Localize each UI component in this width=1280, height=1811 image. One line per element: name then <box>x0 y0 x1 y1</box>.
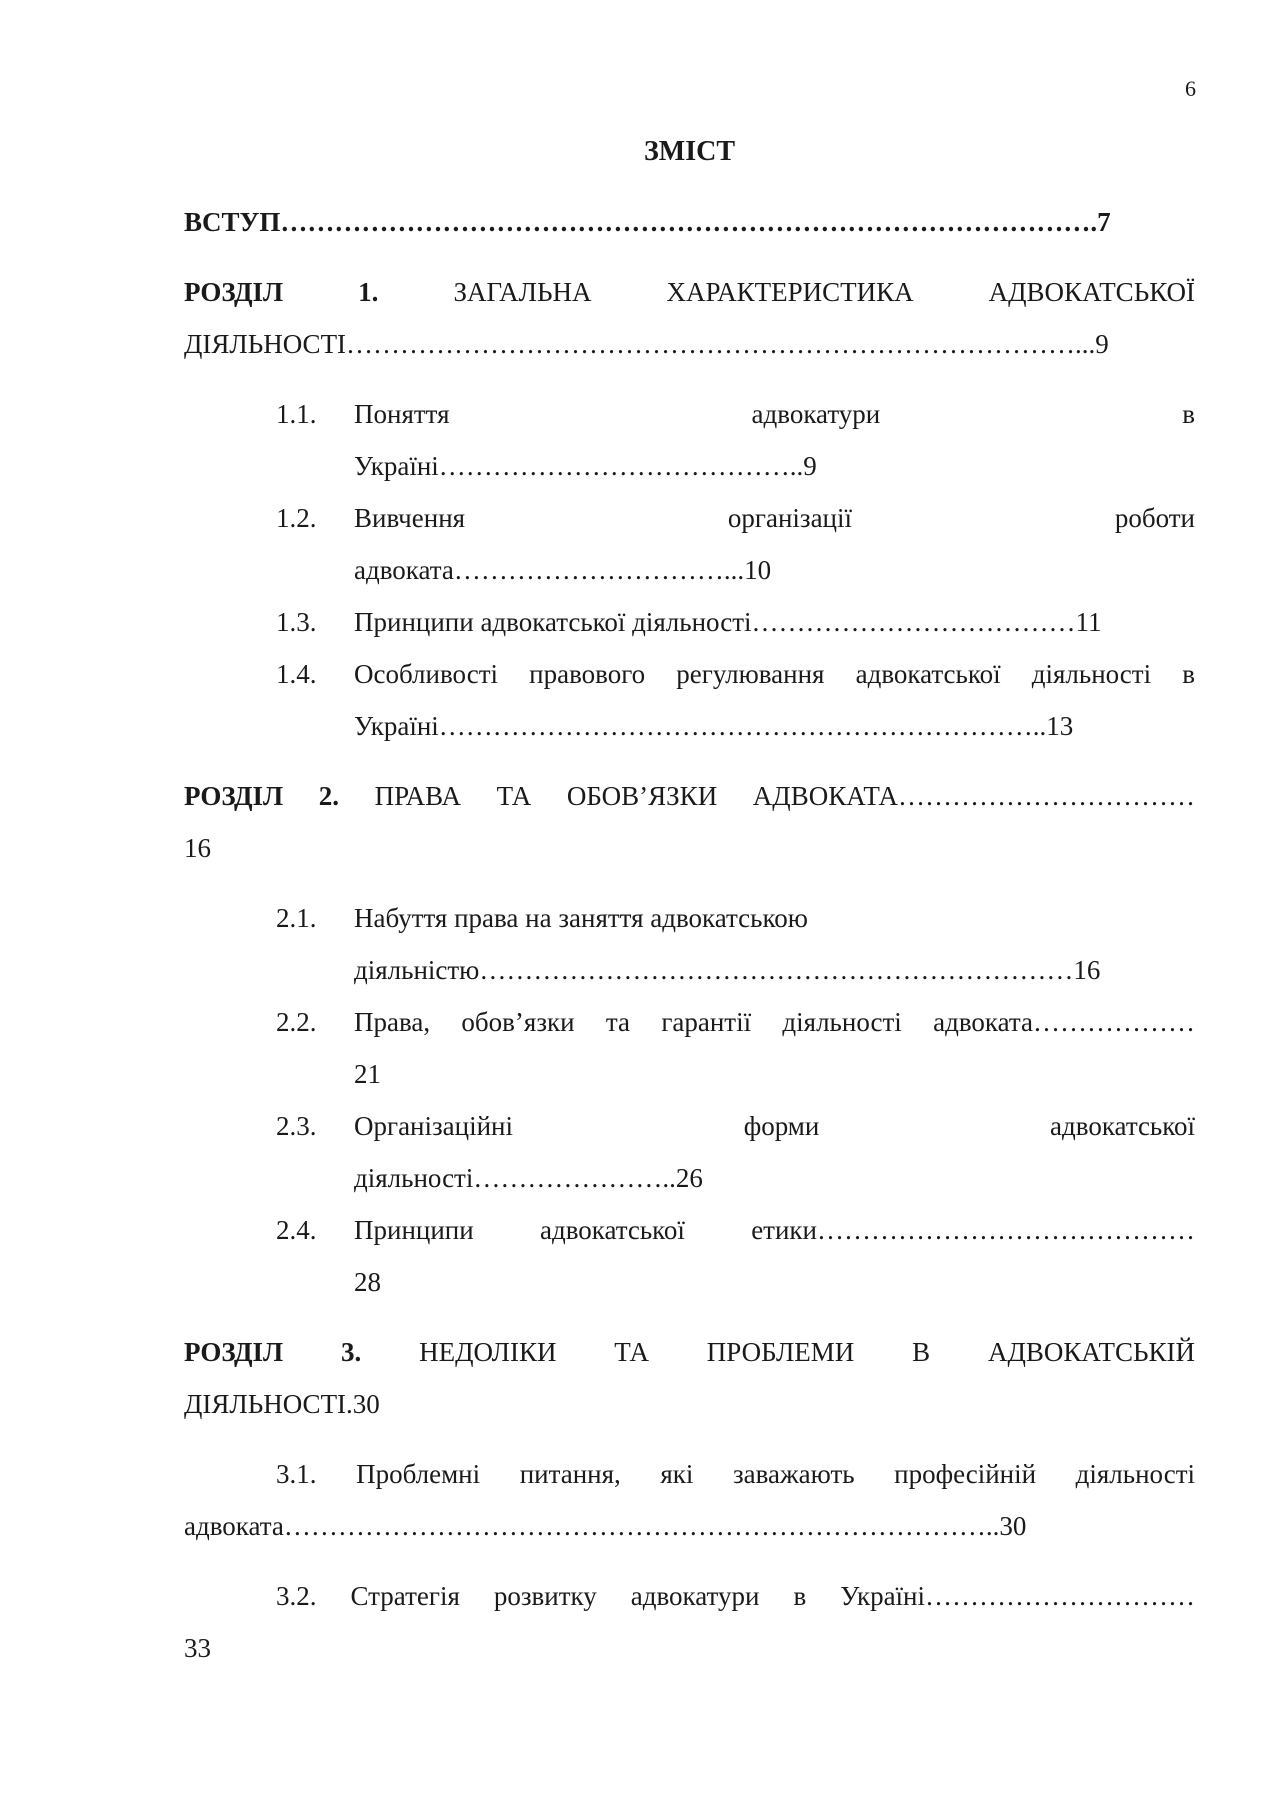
section-2-title: ПРАВА ТА ОБОВ’ЯЗКИ АДВОКАТА…………………………… <box>374 781 1196 811</box>
item-1-3-title: Принципи адвокатської діяльності………………………………11 <box>354 607 1102 637</box>
item-1-3-number: 1.3. <box>276 607 317 637</box>
item-2-1-title: Набуття права на заняття адвокатською <box>354 903 808 933</box>
item-2-4-title: Принципи адвокатської етики…………………………………… <box>354 1215 1195 1245</box>
item-1-4-number: 1.4. <box>276 659 317 689</box>
toc-entry-intro <box>184 196 1195 248</box>
toc-intro-label: ВСТУП <box>184 207 281 237</box>
item-1-1-title: Поняття адвокатури в <box>354 399 1195 429</box>
toc-section-3 <box>184 1326 1195 1378</box>
item-2-3-number: 2.3. <box>276 1111 317 1141</box>
item-2-2-title-cont: 21 <box>354 1059 381 1089</box>
item-3-1-number: 3.1. <box>276 1459 317 1489</box>
item-3-2-title-cont: 33 <box>184 1633 211 1663</box>
item-3-1-title: Проблемні питання, які заважають професійній діяльності <box>356 1459 1195 1489</box>
section-2-label: РОЗДІЛ 2. <box>184 781 339 811</box>
item-2-2-number: 2.2. <box>276 1007 317 1037</box>
item-3-2 <box>276 1570 1195 1622</box>
item-1-1-title-cont: Україні…………………………………..9 <box>354 451 817 481</box>
section-1-title: ЗАГАЛЬНА ХАРАКТЕРИСТИКА АДВОКАТСЬКОЇ <box>453 277 1196 307</box>
toc-intro-page: 7 <box>1097 207 1111 237</box>
item-1-2-title-cont: адвоката…………………………...10 <box>354 555 772 585</box>
item-2-3-title-cont: діяльності…………………..26 <box>354 1163 703 1193</box>
section-3-title: НЕДОЛІКИ ТА ПРОБЛЕМИ В АДВОКАТСЬКІЙ <box>419 1337 1196 1367</box>
item-1-2-title: Вивчення організації роботи <box>354 503 1195 533</box>
item-3-2-number: 3.2. <box>276 1581 317 1611</box>
item-2-4-number: 2.4. <box>276 1215 317 1245</box>
item-2-2-title: Права, обов’язки та гарантії діяльності адвоката……………… <box>354 1007 1195 1037</box>
item-2-3-title: Організаційні форми адвокатської <box>354 1111 1195 1141</box>
item-1-4-title-cont: Україні…………………………………………………………..13 <box>354 711 1074 741</box>
item-1-4-title: Особливості правового регулювання адвокатської діяльності в <box>354 659 1195 689</box>
toc-section-1 <box>184 266 1195 318</box>
toc-section-2 <box>184 770 1195 822</box>
item-3-1 <box>276 1448 1195 1500</box>
page-number: 6 <box>1185 76 1196 101</box>
item-2-1-number: 2.1. <box>276 903 317 933</box>
item-3-2-title: Стратегія розвитку адвокатури в Україні………………………… <box>350 1581 1196 1611</box>
section-2-title-cont: 16 <box>184 833 211 863</box>
item-1-1-number: 1.1. <box>276 399 317 429</box>
section-3-title-cont: ДІЯЛЬНОСТІ.30 <box>184 1389 380 1419</box>
item-2-1-title-cont: діяльністю…………………………………………………………16 <box>354 955 1101 985</box>
section-1-title-cont: ДІЯЛЬНОСТІ………………………………………………………………………...9 <box>184 329 1109 359</box>
item-1-2-number: 1.2. <box>276 503 317 533</box>
item-3-1-title-cont: адвоката……………………………………………………………………..30 <box>184 1511 1027 1541</box>
toc-intro-dots: ………………………………………………………………………………. <box>280 207 1098 237</box>
item-2-4-title-cont: 28 <box>354 1267 381 1297</box>
section-1-label: РОЗДІЛ 1. <box>184 277 379 307</box>
page-title: ЗМІСТ <box>644 136 735 167</box>
section-3-label: РОЗДІЛ 3. <box>184 1337 362 1367</box>
